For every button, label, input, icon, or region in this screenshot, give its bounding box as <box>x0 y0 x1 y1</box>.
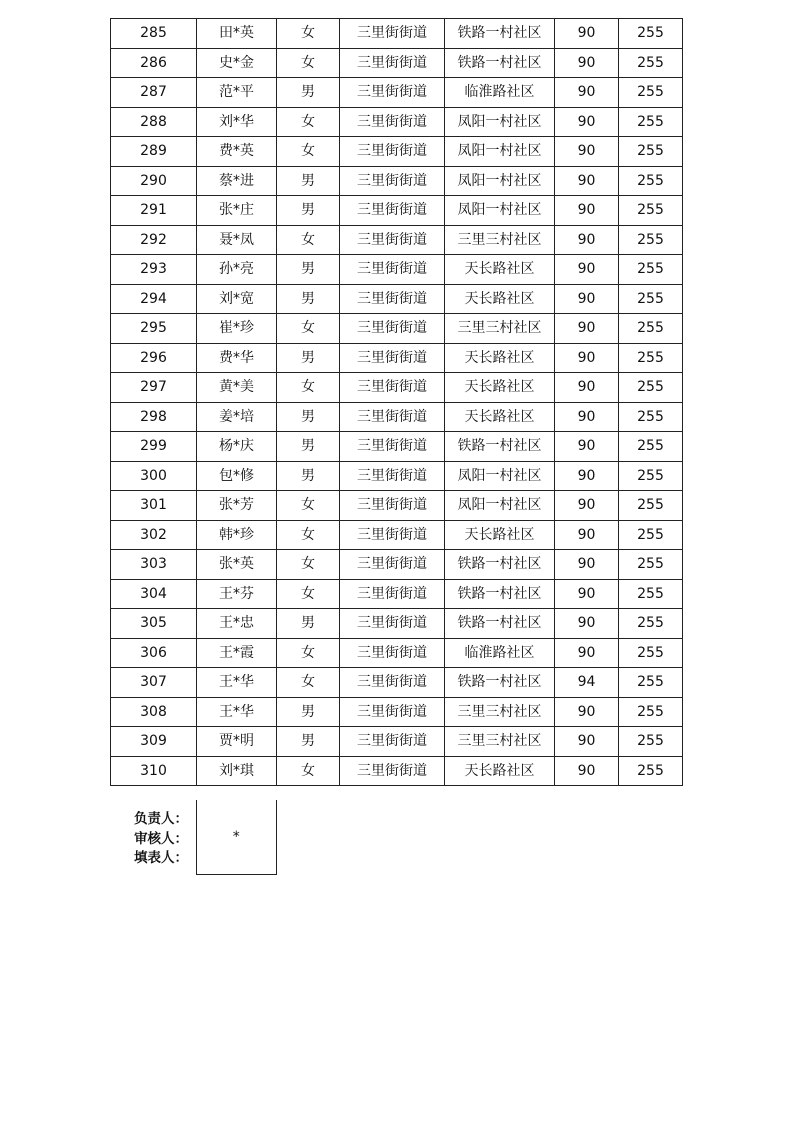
gender-cell: 女 <box>277 137 340 167</box>
age-cell: 90 <box>555 756 619 786</box>
community-cell: 凤阳一村社区 <box>445 166 555 196</box>
index-cell: 304 <box>111 579 197 609</box>
responsible-label: 负责人： <box>134 811 188 827</box>
community-cell: 三里三村社区 <box>445 225 555 255</box>
community-cell: 凤阳一村社区 <box>445 461 555 491</box>
age-cell: 90 <box>555 107 619 137</box>
name-cell: 史*金 <box>197 48 277 78</box>
amount-cell: 255 <box>619 697 683 727</box>
street-cell: 三里街街道 <box>340 78 445 108</box>
amount-cell: 255 <box>619 166 683 196</box>
amount-cell: 255 <box>619 343 683 373</box>
index-cell: 309 <box>111 727 197 757</box>
gender-cell: 女 <box>277 314 340 344</box>
name-cell: 杨*庆 <box>197 432 277 462</box>
age-cell: 90 <box>555 402 619 432</box>
gender-cell: 女 <box>277 579 340 609</box>
table-row <box>111 579 683 609</box>
age-cell: 90 <box>555 609 619 639</box>
street-cell: 三里街街道 <box>340 19 445 49</box>
index-cell: 303 <box>111 550 197 580</box>
age-cell: 90 <box>555 78 619 108</box>
street-cell: 三里街街道 <box>340 343 445 373</box>
name-cell: 刘*琪 <box>197 756 277 786</box>
index-cell: 302 <box>111 520 197 550</box>
amount-cell: 255 <box>619 668 683 698</box>
age-cell: 90 <box>555 727 619 757</box>
age-cell: 90 <box>555 166 619 196</box>
gender-cell: 男 <box>277 166 340 196</box>
street-cell: 三里街街道 <box>340 668 445 698</box>
age-cell: 94 <box>555 668 619 698</box>
gender-cell: 男 <box>277 461 340 491</box>
street-cell: 三里街街道 <box>340 373 445 403</box>
name-cell: 王*忠 <box>197 609 277 639</box>
age-cell: 90 <box>555 19 619 49</box>
roster-body <box>111 19 683 786</box>
community-cell: 凤阳一村社区 <box>445 196 555 226</box>
amount-cell: 255 <box>619 520 683 550</box>
index-cell: 295 <box>111 314 197 344</box>
gender-cell: 男 <box>277 609 340 639</box>
gender-cell: 男 <box>277 78 340 108</box>
index-cell: 307 <box>111 668 197 698</box>
amount-cell: 255 <box>619 107 683 137</box>
community-cell: 铁路一村社区 <box>445 668 555 698</box>
table-row <box>111 48 683 78</box>
age-cell: 90 <box>555 579 619 609</box>
amount-cell: 255 <box>619 48 683 78</box>
street-cell: 三里街街道 <box>340 461 445 491</box>
name-cell: 费*英 <box>197 137 277 167</box>
gender-cell: 男 <box>277 727 340 757</box>
age-cell: 90 <box>555 373 619 403</box>
street-cell: 三里街街道 <box>340 756 445 786</box>
gender-cell: 女 <box>277 668 340 698</box>
street-cell: 三里街街道 <box>340 107 445 137</box>
amount-cell: 255 <box>619 432 683 462</box>
name-cell: 孙*亮 <box>197 255 277 285</box>
community-cell: 天长路社区 <box>445 284 555 314</box>
table-row <box>111 19 683 49</box>
table-row <box>111 609 683 639</box>
table-row <box>111 196 683 226</box>
amount-cell: 255 <box>619 609 683 639</box>
street-cell: 三里街街道 <box>340 697 445 727</box>
index-cell: 289 <box>111 137 197 167</box>
table-row <box>111 520 683 550</box>
gender-cell: 男 <box>277 343 340 373</box>
name-cell: 贾*明 <box>197 727 277 757</box>
community-cell: 铁路一村社区 <box>445 579 555 609</box>
index-cell: 301 <box>111 491 197 521</box>
table-row <box>111 550 683 580</box>
name-cell: 王*芬 <box>197 579 277 609</box>
gender-cell: 女 <box>277 491 340 521</box>
name-cell: 韩*珍 <box>197 520 277 550</box>
gender-cell: 女 <box>277 373 340 403</box>
index-cell: 297 <box>111 373 197 403</box>
table-row <box>111 225 683 255</box>
table-row <box>111 756 683 786</box>
index-cell: 293 <box>111 255 197 285</box>
age-cell: 90 <box>555 343 619 373</box>
street-cell: 三里街街道 <box>340 284 445 314</box>
name-cell: 费*华 <box>197 343 277 373</box>
table-row <box>111 638 683 668</box>
age-cell: 90 <box>555 137 619 167</box>
street-cell: 三里街街道 <box>340 550 445 580</box>
age-cell: 90 <box>555 491 619 521</box>
index-cell: 291 <box>111 196 197 226</box>
amount-cell: 255 <box>619 579 683 609</box>
name-cell: 田*英 <box>197 19 277 49</box>
preparer-label: 填表人： <box>134 850 188 866</box>
street-cell: 三里街街道 <box>340 638 445 668</box>
amount-cell: 255 <box>619 196 683 226</box>
table-row <box>111 432 683 462</box>
street-cell: 三里街街道 <box>340 609 445 639</box>
amount-cell: 255 <box>619 727 683 757</box>
street-cell: 三里街街道 <box>340 402 445 432</box>
gender-cell: 男 <box>277 697 340 727</box>
street-cell: 三里街街道 <box>340 727 445 757</box>
name-cell: 王*霞 <box>197 638 277 668</box>
street-cell: 三里街街道 <box>340 314 445 344</box>
community-cell: 铁路一村社区 <box>445 432 555 462</box>
community-cell: 三里三村社区 <box>445 314 555 344</box>
community-cell: 三里三村社区 <box>445 697 555 727</box>
amount-cell: 255 <box>619 756 683 786</box>
amount-cell: 255 <box>619 373 683 403</box>
index-cell: 299 <box>111 432 197 462</box>
table-row <box>111 255 683 285</box>
amount-cell: 255 <box>619 638 683 668</box>
community-cell: 天长路社区 <box>445 520 555 550</box>
name-cell: 刘*华 <box>197 107 277 137</box>
street-cell: 三里街街道 <box>340 579 445 609</box>
name-cell: 崔*珍 <box>197 314 277 344</box>
community-cell: 天长路社区 <box>445 373 555 403</box>
community-cell: 天长路社区 <box>445 255 555 285</box>
index-cell: 306 <box>111 638 197 668</box>
name-cell: 蔡*进 <box>197 166 277 196</box>
amount-cell: 255 <box>619 19 683 49</box>
index-cell: 296 <box>111 343 197 373</box>
age-cell: 90 <box>555 461 619 491</box>
age-cell: 90 <box>555 314 619 344</box>
street-cell: 三里街街道 <box>340 432 445 462</box>
age-cell: 90 <box>555 196 619 226</box>
community-cell: 铁路一村社区 <box>445 550 555 580</box>
community-cell: 天长路社区 <box>445 402 555 432</box>
community-cell: 铁路一村社区 <box>445 48 555 78</box>
roster-table <box>110 18 683 786</box>
signature-value: * <box>232 828 240 845</box>
gender-cell: 男 <box>277 255 340 285</box>
community-cell: 凤阳一村社区 <box>445 137 555 167</box>
table-row <box>111 697 683 727</box>
community-cell: 铁路一村社区 <box>445 19 555 49</box>
gender-cell: 女 <box>277 19 340 49</box>
community-cell: 铁路一村社区 <box>445 609 555 639</box>
index-cell: 285 <box>111 19 197 49</box>
amount-cell: 255 <box>619 461 683 491</box>
amount-cell: 255 <box>619 491 683 521</box>
street-cell: 三里街街道 <box>340 48 445 78</box>
amount-cell: 255 <box>619 402 683 432</box>
gender-cell: 女 <box>277 756 340 786</box>
table-row <box>111 491 683 521</box>
name-cell: 范*平 <box>197 78 277 108</box>
gender-cell: 男 <box>277 402 340 432</box>
community-cell: 凤阳一村社区 <box>445 491 555 521</box>
amount-cell: 255 <box>619 255 683 285</box>
gender-cell: 女 <box>277 225 340 255</box>
amount-cell: 255 <box>619 225 683 255</box>
index-cell: 305 <box>111 609 197 639</box>
index-cell: 290 <box>111 166 197 196</box>
community-cell: 天长路社区 <box>445 756 555 786</box>
name-cell: 王*华 <box>197 697 277 727</box>
index-cell: 286 <box>111 48 197 78</box>
table-row <box>111 284 683 314</box>
gender-cell: 女 <box>277 638 340 668</box>
street-cell: 三里街街道 <box>340 137 445 167</box>
community-cell: 临淮路社区 <box>445 638 555 668</box>
name-cell: 姜*培 <box>197 402 277 432</box>
name-cell: 王*华 <box>197 668 277 698</box>
index-cell: 310 <box>111 756 197 786</box>
index-cell: 298 <box>111 402 197 432</box>
table-row <box>111 461 683 491</box>
community-cell: 临淮路社区 <box>445 78 555 108</box>
street-cell: 三里街街道 <box>340 255 445 285</box>
age-cell: 90 <box>555 432 619 462</box>
community-cell: 三里三村社区 <box>445 727 555 757</box>
community-cell: 凤阳一村社区 <box>445 107 555 137</box>
gender-cell: 女 <box>277 48 340 78</box>
gender-cell: 女 <box>277 550 340 580</box>
name-cell: 张*庄 <box>197 196 277 226</box>
age-cell: 90 <box>555 225 619 255</box>
table-row <box>111 668 683 698</box>
name-cell: 黄*美 <box>197 373 277 403</box>
table-row <box>111 107 683 137</box>
age-cell: 90 <box>555 638 619 668</box>
amount-cell: 255 <box>619 314 683 344</box>
name-cell: 聂*凤 <box>197 225 277 255</box>
index-cell: 288 <box>111 107 197 137</box>
age-cell: 90 <box>555 284 619 314</box>
gender-cell: 男 <box>277 284 340 314</box>
signature-box <box>196 800 277 875</box>
table-row <box>111 137 683 167</box>
footer-labels <box>118 810 188 869</box>
table-row <box>111 402 683 432</box>
street-cell: 三里街街道 <box>340 166 445 196</box>
community-cell: 天长路社区 <box>445 343 555 373</box>
reviewer-label: 审核人： <box>134 830 188 847</box>
street-cell: 三里街街道 <box>340 196 445 226</box>
index-cell: 292 <box>111 225 197 255</box>
index-cell: 300 <box>111 461 197 491</box>
table-row <box>111 314 683 344</box>
street-cell: 三里街街道 <box>340 491 445 521</box>
table-row <box>111 373 683 403</box>
age-cell: 90 <box>555 48 619 78</box>
age-cell: 90 <box>555 550 619 580</box>
gender-cell: 女 <box>277 107 340 137</box>
name-cell: 刘*宽 <box>197 284 277 314</box>
amount-cell: 255 <box>619 284 683 314</box>
index-cell: 308 <box>111 697 197 727</box>
amount-cell: 255 <box>619 78 683 108</box>
name-cell: 张*英 <box>197 550 277 580</box>
amount-cell: 255 <box>619 137 683 167</box>
table-row <box>111 166 683 196</box>
age-cell: 90 <box>555 255 619 285</box>
table-row <box>111 343 683 373</box>
street-cell: 三里街街道 <box>340 225 445 255</box>
gender-cell: 男 <box>277 432 340 462</box>
gender-cell: 女 <box>277 520 340 550</box>
name-cell: 张*芳 <box>197 491 277 521</box>
index-cell: 287 <box>111 78 197 108</box>
index-cell: 294 <box>111 284 197 314</box>
street-cell: 三里街街道 <box>340 520 445 550</box>
amount-cell: 255 <box>619 550 683 580</box>
name-cell: 包*修 <box>197 461 277 491</box>
gender-cell: 男 <box>277 196 340 226</box>
table-row <box>111 727 683 757</box>
age-cell: 90 <box>555 697 619 727</box>
age-cell: 90 <box>555 520 619 550</box>
table-row <box>111 78 683 108</box>
